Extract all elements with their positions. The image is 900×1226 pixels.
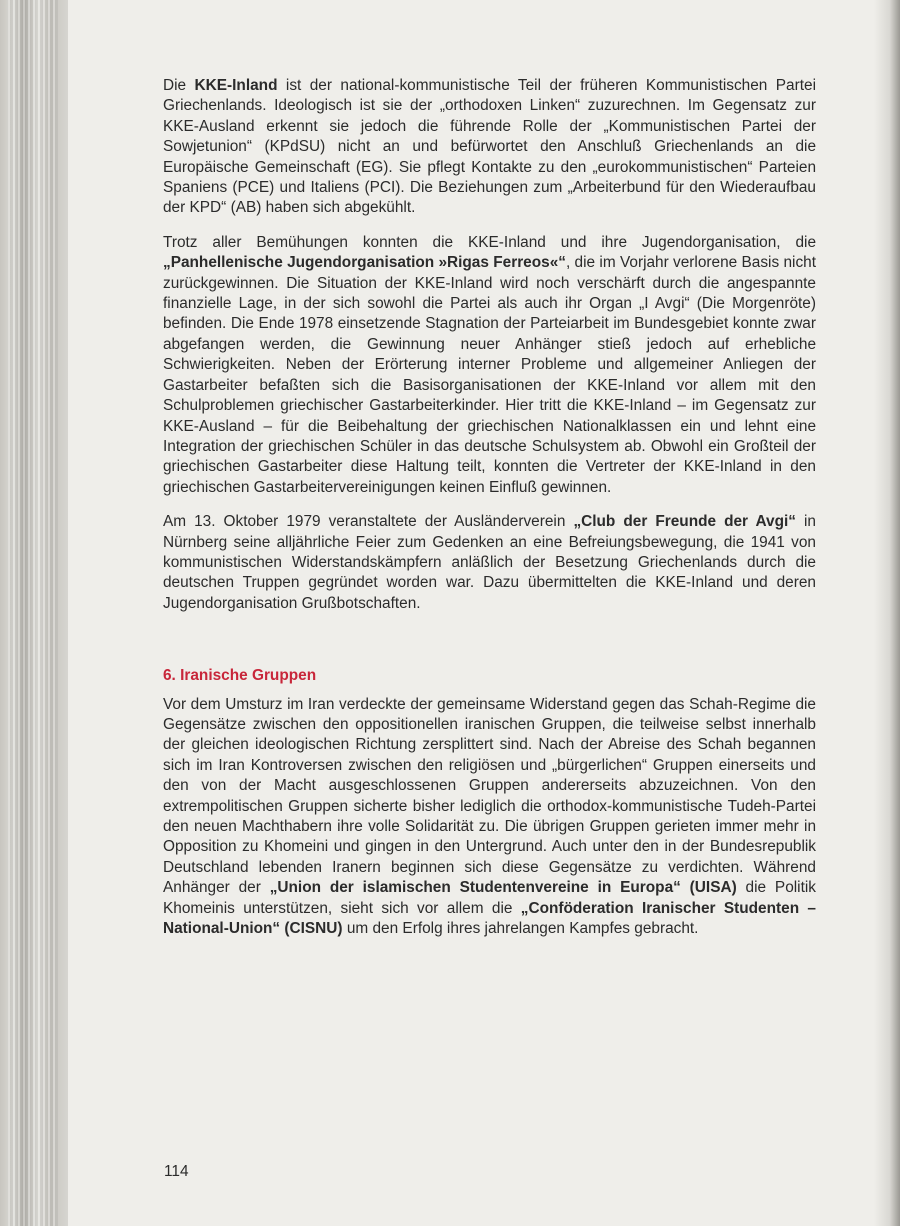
page-body	[163, 76, 816, 953]
book-binding-edge	[0, 0, 68, 1226]
term-kke-inland: KKE-Inland	[194, 77, 278, 94]
page-number: 114	[164, 1163, 189, 1180]
paragraph-iranische-gruppen: Vor dem Umsturz im Iran verdeckte der gemeinsame Widerstand gegen das Schah-Regime die Gegensätze zwischen den oppositionellen iranischen Gruppen, die teilweise selbst innerhalb der gleichen ideologischen Richtung zersplittert sind. Nach der Abreise des Schah begannen sich im Iran Kontroversen zwischen den religiösen und „bürgerlichen“ Gruppen einerseits und den von der Macht ausgeschlossenen Gruppen andererseits abzuzeichnen. Von den extrempolitischen Gruppen sicherte bisher lediglich die orthodox-kommunistische Tudeh-Partei den neuen Machthabern ihre volle Solidarität zu. Die übrigen Gruppen gerieten immer mehr in Opposition zu Khomeini und gingen in den Untergrund. Auch unter den in der Bundesrepublik Deutschland lebenden Iranern beginnen sich diese Gegensätze zu verdichten. Während Anhänger der „Union der islamischen Studentenvereine in Europa“ (UISA) die Politik Khomeinis unterstützen, sieht sich vor allem die „Conföderation Iranischer Studenten – National-Union“ (CISNU) um den Erfolg ihres jahrelangen Kampfes gebracht.	[163, 695, 816, 938]
term-club-avgi: „Club der Freunde der Avgi“	[573, 513, 796, 531]
paragraph-jugendorganisation: Trotz aller Bemühungen konnten die KKE-Inland und ihre Jugendorganisation, die „Panhellenische Jugendorganisation »Rigas Ferreos«“, die im Vorjahr verlorene Basis nicht zurückgewinnen. Die Situation der KKE-Inland wird noch verschärft durch die angespannte finanzielle Lage, in der sich sowohl die Partei als auch ihr Organ „I Avgi“ (Die Morgenröte) befinden. Die Ende 1978 einsetzende Stagnation der Parteiarbeit im Bundesgebiet konnte zwar abgefangen werden, die Gewinnung neuer Anhänger stieß jedoch auf erhebliche Schwierigkeiten. Neben der Erörterung interner Probleme und allgemeiner Anliegen der Gastarbeiter befaßten sich die Basisorganisationen der KKE-Inland vor allem mit den Schulproblemen griechischer Gastarbeiterkinder. Hier tritt die KKE-Inland – im Gegensatz zur KKE-Ausland – für die Beibehaltung der griechischen Nationalklassen ein und lehnt eine Integration der griechischen Schüler in das deutsche Schulsystem ab. Obwohl ein Großteil der griechischen Gastarbeiter diese Haltung teilt, konnten die Vertreter der KKE-Inland in den griechischen Gastarbeitervereinigungen keinen Einfluß gewinnen.	[163, 233, 816, 496]
page-right-edge	[874, 0, 900, 1226]
paragraph-kke-inland: Die KKE-Inland ist der national-kommunistische Teil der früheren Kommunistischen Partei Griechenlands. Ideologisch ist sie der „orthodoxen Linken“ zuzurechnen. Im Gegensatz zur KKE-Ausland erkennt sie jedoch die führende Rolle der „Kommunistischen Partei der Sowjetunion“ (KPdSU) nicht an und befürwortet den Anschluß Griechenlands an die Europäische Gemeinschaft (EG). Sie pflegt Kontakte zu den „eurokommunistischen“ Parteien Spaniens (PCE) und Italiens (PCI). Die Beziehungen zum „Arbeiterbund für den Wiederaufbau der KPD“ (AB) haben sich abgekühlt.	[163, 77, 816, 217]
paragraph-club-avgi: Am 13. Oktober 1979 veranstaltete der Ausländerverein „Club der Freunde der Avgi“ in Nürnberg seine alljährliche Feier zum Gedenken an eine Befreiungsbewegung, die 1941 von kommunistischen Widerstandskämpfern anläßlich der Besetzung Griechenlands durch die deutschen Truppen gegründet worden war. Dazu übermittelten die KKE-Inland und deren Jugendorganisation Grußbotschaften.	[163, 513, 816, 612]
term-uisa: „Union der islamischen Studentenvereine in Europa“ (UISA)	[269, 879, 737, 897]
term-cisnu: „Conföderation Iranischer Studenten – National-Union“ (CISNU)	[163, 899, 816, 938]
term-rigas-ferreos: „Panhellenische Jugendorganisation »Rigas Ferreos«“	[163, 254, 566, 272]
section-heading: 6. Iranische Gruppen	[163, 667, 317, 685]
